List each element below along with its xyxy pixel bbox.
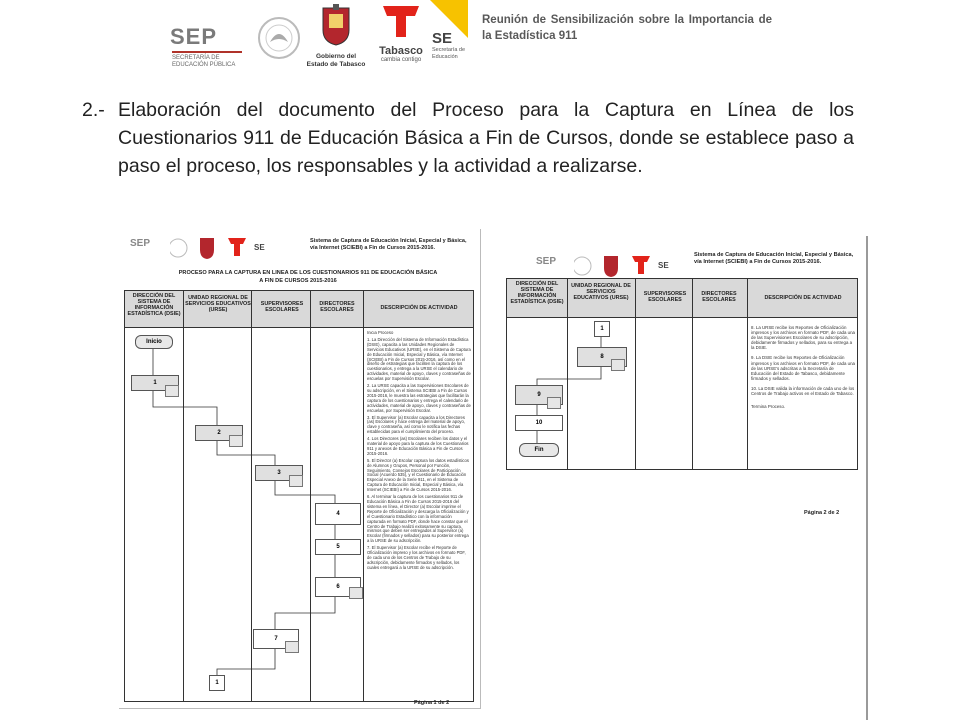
doc2-sep-logo: SEP <box>536 256 557 267</box>
doc1-col-descripcion: DESCRIPCIÓN DE ACTIVIDAD <box>380 305 458 311</box>
main-paragraph <box>82 96 854 180</box>
se-logo-text: SE <box>432 30 453 47</box>
doc2-logos-icon <box>574 254 674 278</box>
doc1-desc-item: 7. El Supervisor (a) Escolar recibe el Reporte de Oficialización impreso y los archivos en formato PDF, de cada uno de los Centros de Trabajo de su adscripción, debidamente firmados y sellados, los cuales entregará a la URSE de su adscripción. <box>367 545 466 570</box>
item-number: 2.- <box>82 99 105 121</box>
doc2-document-icon <box>547 397 561 409</box>
slide-divider-line <box>866 236 868 720</box>
doc1-step-box: 6 <box>315 577 361 597</box>
tabasco-t-icon <box>381 4 421 38</box>
tabasco-slogan: cambia contigo <box>380 57 422 63</box>
meeting-title: Reunión de Sensibilización sobre la Importancia de la Estadística 911 <box>482 14 772 42</box>
tabasco-logo-text: Tabasco <box>379 45 423 57</box>
doc2-document-icon <box>611 359 625 371</box>
header-logos <box>150 0 470 78</box>
doc2-col-urse: UNIDAD REGIONAL DE SERVICIOS EDUCATIVOS (URSE) <box>571 283 631 301</box>
sep-logo-subtitle: SECRETARÍA DE EDUCACIÓN PÚBLICA <box>172 55 236 68</box>
gobierno-logo-text: Gobierno del Estado de Tabasco <box>306 53 366 68</box>
doc2-desc-item: 10. La DSIE valida la información de cada uno de los Centros de Trabajo activos en el Estado de Tabasco. <box>751 385 855 397</box>
gobierno-tabasco-logo <box>306 4 366 74</box>
doc2-col-dsie: DIRECCIÓN DEL SISTEMA DE INFORMACIÓN ESTADÍSTICA (DSIE) <box>510 281 564 305</box>
doc1-step-box: 4 <box>315 503 361 525</box>
doc2-page-number: Página 2 de 2 <box>804 510 840 516</box>
tabasco-shield-icon <box>319 4 353 46</box>
doc1-header-logos <box>128 236 303 260</box>
doc2-col-directores: DIRECTORES ESCOLARES <box>701 291 737 303</box>
doc1-process-subtitle: A FIN DE CURSOS 2015-2016 <box>259 278 337 284</box>
doc2-step-box: 10 <box>515 415 563 431</box>
doc2-col-descripcion: DESCRIPCIÓN DE ACTIVIDAD <box>764 295 842 301</box>
doc1-desc-item: 3. El Supervisor (a) Escolar capacita a los Directores (as) Escolares y hace entrega del material de apoyo, clave y contraseña, así como le notifica las fechas establecidas para el cumplimiento del proceso. <box>367 414 465 435</box>
doc2-step-box: 9 <box>515 385 563 405</box>
doc1-desc-item: 5. El Director (a) Escolar captura los datos estadísticos de Alumnos y Grupos, Personal por Función, Seguimiento, Consejos Escolares de Participación Social (Acuerdo 535), y el Cuestionario de Educación Especial Anexo de la Serie 911, en el Sistema de Captura de Educación Inicial, Especial y Básica, vía Internet (SCIEBI) a Fin de Cursos 2015-2016. <box>367 457 469 493</box>
doc2-flow-connectors <box>507 279 747 469</box>
doc2-system-title: Sistema de Captura de Educación Inicial, Especial y Básica, vía Internet (SCIEBI) a Fin de Cursos 2015-2016. <box>694 252 854 265</box>
doc1-flow-connectors <box>125 291 365 701</box>
doc1-process-title: PROCESO PARA LA CAPTURA EN LINEA DE LOS CUESTIONARIOS 911 DE EDUCACIÓN BÁSICA <box>178 270 438 276</box>
doc1-logos-icon <box>170 236 270 260</box>
doc1-step-box: 1 <box>131 375 179 391</box>
doc1-desc-item: 2. La URSE capacita a las Supervisiones Escolares de su adscripción, en el Sistema SCIEBI a Fin de Cursos 2015-2016, le muestra las estrategias que facilitarán la captura de los cuestionarios y entrega el calendario de actividades, material de apoyo, claves y contraseñas de escuelas, por Supervisión Escolar. <box>367 383 471 413</box>
doc2-description <box>751 325 855 465</box>
doc1-sep-logo: SEP <box>130 238 151 249</box>
doc1-document-icon <box>229 435 243 447</box>
doc2-desc-item: 9. La DSIE recibe los Reportes de Oficialización impresos y los archivos en formato PDF, de cada una de las URSE's adscritas a la Secretaría de Educación del Estado de Tabasco, debidamente firmados y sellados. <box>751 355 855 381</box>
doc1-document-icon <box>165 385 179 397</box>
svg-text:SE: SE <box>658 261 669 270</box>
process-document-page-2 <box>504 240 862 530</box>
doc1-system-title: Sistema de Captura de Educación Inicial, Especial y Básica, vía Internet (SCIEBI) a Fin de Cursos 2015-2016. <box>310 238 467 251</box>
yellow-corner-accent <box>430 0 468 38</box>
se-logo-subtitle: Secretaría de Educación <box>432 47 466 60</box>
doc1-col-urse: UNIDAD REGIONAL DE SERVICIOS EDUCATIVOS (URSE) <box>185 295 251 313</box>
doc1-step-box: 2 <box>195 425 243 441</box>
doc1-desc-intro: Inicia Proceso <box>367 331 394 335</box>
doc2-end-node: Fin <box>519 443 559 457</box>
doc1-step-box: 5 <box>315 539 361 555</box>
sep-logo-text: SEP <box>170 24 218 49</box>
item-text: Elaboración del documento del Proceso para la Captura en Línea de los Cuestionarios 911 de Educación Básica a Fin de Cursos, donde se establece paso a paso el proceso, los responsables y la actividad a realizarse. <box>118 99 854 177</box>
doc1-document-icon <box>285 641 299 653</box>
svg-text:SE: SE <box>254 243 265 252</box>
doc1-start-node: Inicio <box>135 335 173 349</box>
doc2-end-text: Termina Proceso. <box>751 404 786 410</box>
doc2-step-box: 8 <box>577 347 627 367</box>
sep-logo <box>160 10 252 68</box>
doc2-swimlane-table <box>506 278 858 470</box>
doc1-col-dsie: DIRECCIÓN DEL SISTEMA DE INFORMACIÓN ESTADÍSTICA (DSIE) <box>127 293 181 317</box>
doc2-offpage-connector: 1 <box>594 321 610 337</box>
doc1-col-directores: DIRECTORES ESCOLARES <box>319 301 355 313</box>
doc1-desc-item: 1. La Dirección del Sistema de Información Estadística (DSIE), capacita a las Unidades Regionales de Servicios Educativos (URSE), en el Sistema de Captura de Educación Inicial, Especial y Básica, vía Internet (SCIEBI) a Fin de Cursos 2015-2016, así como en el diseño de estrategias que faciliten la captura de los cuestionarios, y entrega a la URSE el calendario de actividades, material de apoyo, claves y contraseñas de escuelas por Supervisión Escolar. <box>367 336 471 382</box>
doc1-description <box>367 331 471 699</box>
doc2-header-logos <box>534 254 704 278</box>
doc2-col-supervisores: SUPERVISORES ESCOLARES <box>643 291 687 303</box>
doc1-step-box: 7 <box>253 629 299 649</box>
doc1-swimlane-table <box>124 290 474 702</box>
tabasco-cambia-logo <box>370 4 432 74</box>
doc1-step-box: 3 <box>255 465 303 481</box>
doc2-desc-item: 8. La URSE recibe los Reportes de Oficialización impresos y los archivos en formato PDF, de cada una de las Supervisiones Escolares de su adscripción, debidamente firmados y sellados, para su entrega a la DSIE. <box>751 325 855 351</box>
process-document-page-1 <box>118 228 480 708</box>
doc1-page-number: Página 1 de 2 <box>414 700 450 706</box>
doc1-desc-item: 4. Los Directores (as) Escolares reciben los datos y el material de apoyo para la captura de los Cuestionarios 911 y anexos de Educación Básica a Fin de Cursos 2015-2016. <box>367 436 469 456</box>
doc1-document-icon <box>349 587 363 599</box>
doc1-offpage-connector: 1 <box>209 675 225 691</box>
doc1-document-icon <box>289 475 303 487</box>
mexico-eagle-seal-icon <box>256 8 302 68</box>
doc1-col-supervisores: SUPERVISORES ESCOLARES <box>260 301 304 313</box>
doc1-desc-item: 6. Al terminar la captura de los cuestionarios 911 de Educación Básica a Fin de Cursos 2015-2016 del sistema en línea, el Director (a) Escolar imprime el Reporte de Oficialización y descarga la Oficialización y el Cuestionario Estadístico con la información capturada en formato PDF, donde hace constar que el Centro de Trabajo realizó exitosamente su captura, mismos que deben ser entregados al Supervisor (a) Escolar (firmados y sellados) para su posterior entrega a la URSE de su adscripción. <box>367 494 469 544</box>
